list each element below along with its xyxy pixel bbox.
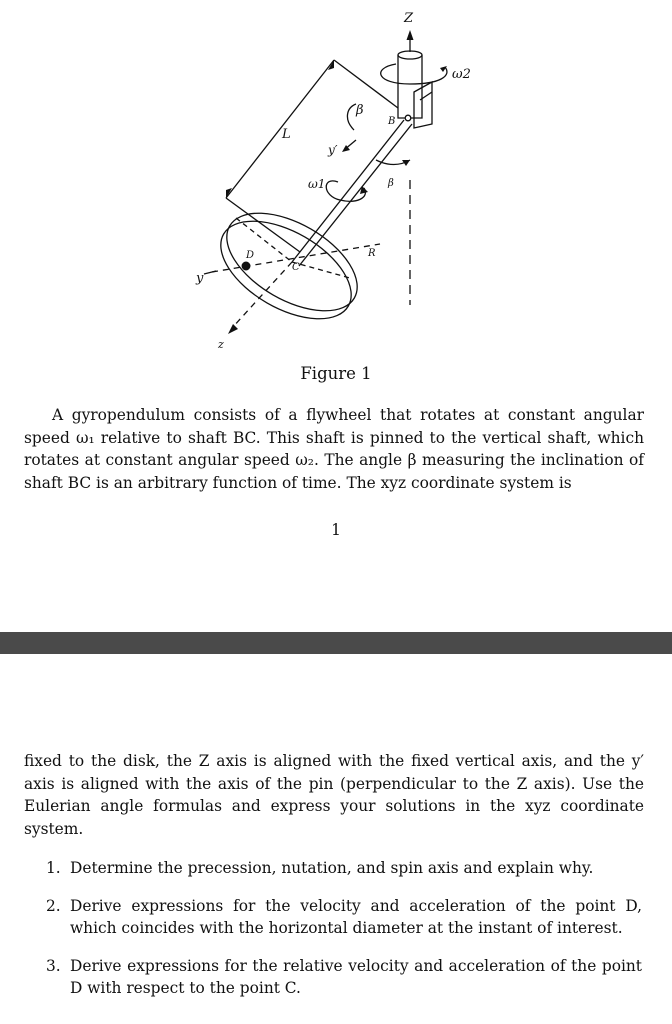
label-y: y [196, 271, 204, 286]
pin-b [405, 115, 411, 121]
point-d-marker [242, 262, 250, 270]
intro-paragraph: A gyropendulum consists of a flywheel that rotates at constant angular speed ω₁ relative to shaft BC. This shaft is pinned to the vertical shaft, which rotates at constant angular speed ω₂. The angle β measuring the inclination of shaft BC is an arbitrary function of time. The xyz coordinate system is [24, 406, 644, 492]
label-C: C [292, 262, 300, 273]
vertical-shaft [398, 55, 422, 118]
question-text: Derive expressions for the velocity and acceleration of the point D, which coincides with the horizontal diameter at the instant of interest. [70, 896, 642, 937]
vertical-shaft-top [398, 51, 422, 59]
label-beta-top: β [356, 103, 364, 118]
question-text: Determine the precession, nutation, and spin axis and explain why. [70, 859, 594, 877]
label-omega2: ω2 [452, 67, 471, 82]
z-axis-body-dashed [232, 262, 292, 328]
label-beta-mid: β [388, 178, 394, 189]
label-R: R [368, 248, 376, 259]
question-number: 2. [46, 896, 61, 915]
label-Z: Z [404, 11, 414, 26]
question-list [24, 857, 642, 1000]
page-separator [0, 632, 672, 654]
continuation-paragraph: fixed to the disk, the Z axis is aligned with the fixed vertical axis, and the y′ axis is aligned with the axis of the pin (perpendicular to the Z axis). Use the Eulerian angle formulas and express your solutions in the xyz coordinate system. [24, 752, 644, 838]
question-item [46, 857, 642, 880]
question-number: 1. [46, 859, 61, 877]
flywheel-disk-back [205, 201, 368, 339]
question-item [46, 955, 642, 1000]
omega1-arrow [326, 181, 365, 201]
page-2 [0, 654, 672, 1024]
beta-top-arrow [347, 104, 356, 130]
label-omega1: ω1 [308, 177, 326, 191]
label-z: z [218, 338, 224, 351]
question-item [46, 895, 642, 940]
omega2-arrow [381, 64, 447, 84]
clevis [414, 82, 432, 128]
z-arrowhead [407, 30, 414, 40]
figure-caption: Figure 1 [300, 364, 372, 383]
question-text: Derive expressions for the relative velocity and acceleration of the point D with respect to the point C. [70, 956, 642, 997]
label-L: L [282, 127, 291, 142]
question-number: 3. [46, 956, 61, 975]
shaft-bc-left [292, 120, 404, 262]
gyropendulum-figure [0, 0, 672, 360]
label-y-prime: y′ [328, 143, 338, 157]
label-B: B [388, 116, 396, 127]
page-number: 1 [331, 521, 341, 539]
label-D: D [246, 250, 255, 261]
